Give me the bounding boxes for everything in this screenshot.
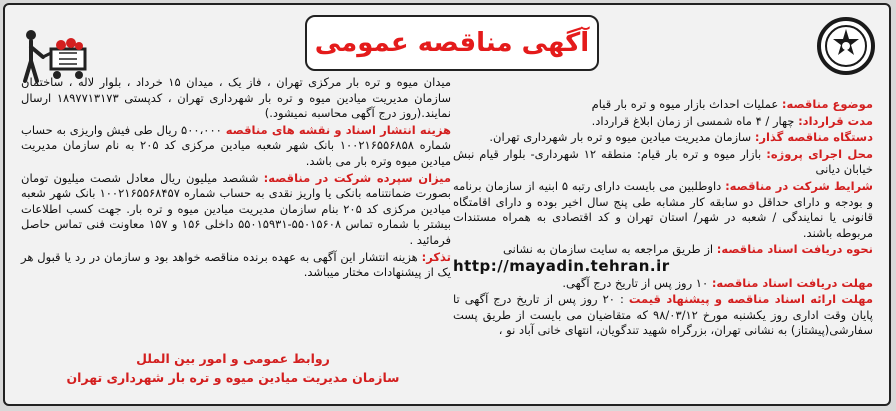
section-label: نحوه دریافت اسناد مناقصه: bbox=[716, 242, 873, 257]
footer-line-1: روابط عمومی و امور بین الملل bbox=[136, 351, 330, 366]
section-label: هزینه انتشار اسناد و نقشه های مناقصه bbox=[225, 122, 452, 137]
page-title: آگهی مناقصه عمومی bbox=[314, 28, 590, 58]
right-column-paragraph bbox=[453, 292, 873, 339]
right-column bbox=[453, 97, 873, 340]
right-column-paragraph bbox=[453, 114, 873, 130]
section-text: از طریق مراجعه به سایت سازمان به نشانی bbox=[503, 242, 717, 257]
section-label: مدت قرارداد: bbox=[798, 113, 873, 128]
section-label: مهلت دریافت اسناد مناقصه: bbox=[711, 275, 873, 290]
section-label: دستگاه مناقصه گذار: bbox=[754, 130, 873, 145]
section-label: میزان سپرده شرکت در مناقصه: bbox=[263, 170, 451, 185]
left-column bbox=[21, 75, 451, 282]
left-column-paragraph bbox=[21, 75, 451, 122]
section-text: داوطلبین می بایست دارای رتبه ۵ ابنیه از سازمان برنامه و بودجه و دارای حداقل دو سابقه کار مشابه طی پنج سال اخیر بوده و دارای اقامتگاه قانونی یا نمایندگی / شعبه در شهر/ استان تهران و کد اقتصادی به همراه مستندات مربوطه باشند. bbox=[453, 178, 873, 240]
right-column-paragraph bbox=[453, 276, 873, 292]
section-label: شرایط شرکت در مناقصه: bbox=[725, 178, 873, 193]
footer-signature bbox=[33, 349, 433, 387]
left-column-paragraph bbox=[21, 123, 451, 170]
section-label: محل اجرای پروژه: bbox=[766, 146, 873, 161]
section-text: میدان میوه و تره بار مرکزی تهران ، فاز یک ، میدان ۱۵ خرداد ، بلوار لاله ، ساختمان سازمان مدیریت میادین میوه و تره بار شهرداری تهران ، کدپستی ۱۸۹۷۷۱۳۱۷۳ ارسال نمایند.(روز درج آگهی محاسبه نمیشود.) bbox=[21, 75, 451, 121]
title-box bbox=[305, 15, 599, 71]
website-url-link[interactable]: http://mayadin.tehran.ir bbox=[453, 256, 670, 275]
section-text: ششصد میلیون ریال معادل شصت میلیون تومان بصورت ضمانتنامه بانکی یا واریز نقدی به حساب شماره ۱۰۰۲۱۶۵۵۶۸۴۵۷ بانک شهر شعبه میادین مرکزی کد ۲۰۵ بنام سازمان مدیریت میادین میوه و تره بار. جهت کسب اطلاعات بیشتر با شماره تماس ۵۵۰۱۵۶۰۸-۵۵۰۱۵۹۳۱ داخلی ۱۵۶ و ۱۵۷ معاونت فنی تماس حاصل فرمائید . bbox=[21, 170, 451, 247]
section-text: چهار / ۴ ماه شمسی از زمان ابلاغ قرارداد. bbox=[591, 113, 799, 128]
right-column-paragraph bbox=[453, 130, 873, 146]
section-text: ۵۰۰،۰۰۰ ریال طی فیش واریزی به حساب شماره ۱۰۰۲۱۶۵۵۶۸۵۸ بانک شهر شعبه میادین مرکزی کد ۲۰۵ به نام سازمان مدیریت میادین میوه وتره بار می باشد. bbox=[21, 122, 452, 168]
advertisement-frame bbox=[3, 3, 891, 406]
right-column-paragraph bbox=[453, 179, 873, 241]
right-column-paragraph bbox=[453, 147, 873, 178]
section-label: موضوع مناقصه: bbox=[781, 97, 873, 111]
left-column-paragraph bbox=[21, 250, 451, 281]
section-text: سازمان مدیریت میادین میوه و تره بار شهرداری تهران. bbox=[489, 130, 755, 145]
section-text: هزینه انتشار این آگهی به عهده برنده مناقصه خواهد بود و سازمان در رد یا قبول هر یک از پیشنهادات مختار میباشد. bbox=[21, 249, 451, 280]
section-text: : ۲۰ روز پس از تاریخ درج آگهی تا پایان وقت اداری روز یکشنبه مورخ ۹۸/۰۳/۱۲ که متقاضیان می بایست از طریق پست سفارشی(پیشتاز) به نشانی تهران، بزرگراه شهید تندگویان، انتهای خانی آباد نو ، bbox=[453, 292, 874, 338]
organization-logo-icon bbox=[817, 17, 875, 75]
section-text: بازار میوه و تره بار قیام: منطقه ۱۲ شهرداری- بلوار قیام نبش خیابان دیانی bbox=[453, 146, 873, 177]
left-column-paragraph bbox=[21, 171, 451, 249]
section-label: مهلت ارائه اسناد مناقصه و پیشنهاد قیمت bbox=[628, 292, 873, 307]
right-column-paragraph bbox=[453, 97, 873, 113]
footer-line-2: سازمان مدیریت میادین میوه و تره بار شهرداری تهران bbox=[66, 370, 400, 385]
section-text: عملیات احداث بازار میوه و تره بار قیام bbox=[591, 97, 782, 111]
section-label: تذکر: bbox=[421, 249, 451, 264]
right-column-paragraph bbox=[453, 242, 873, 258]
section-text: ۱۰ روز پس از تاریخ درج آگهی. bbox=[562, 275, 712, 290]
